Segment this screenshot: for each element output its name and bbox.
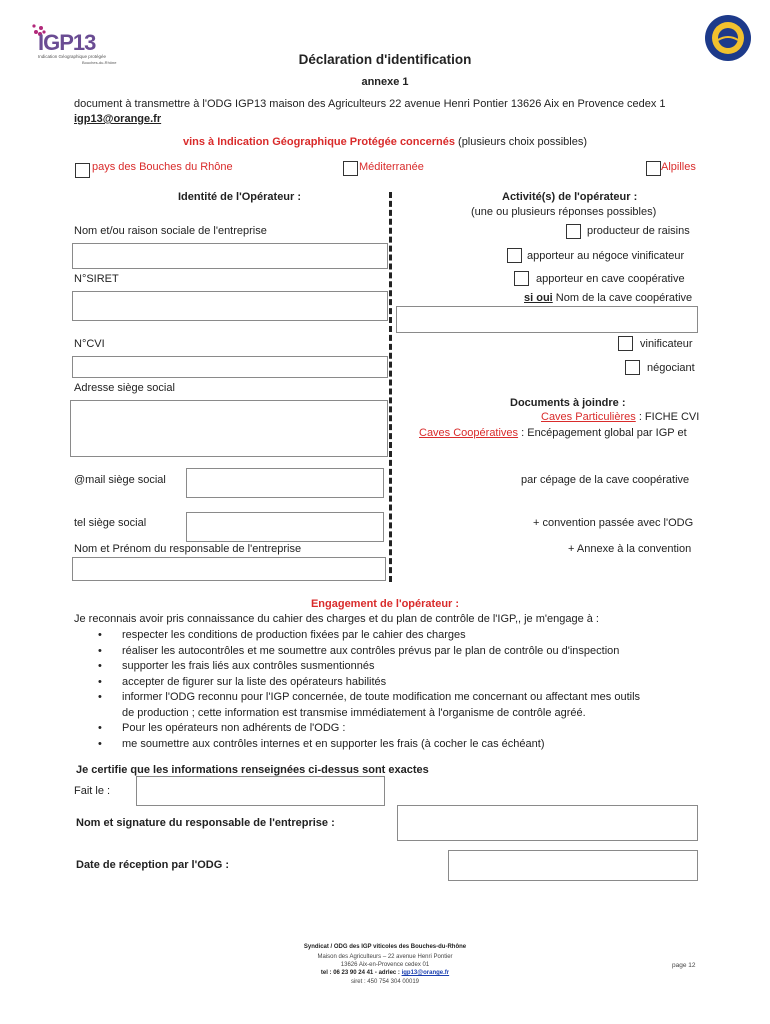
fiche-cvi-text: : FICHE CVI — [635, 411, 700, 423]
fait-le-input[interactable] — [136, 776, 385, 806]
footer-line-3: 13626 Aix-en-Provence cedex 01 — [340, 962, 430, 968]
footer-line-5: siret : 450 754 304 00019 — [350, 979, 420, 985]
list-item: • accepter de figurer sur la liste des opérateurs habilités — [98, 675, 387, 688]
cave-nom-input[interactable] — [396, 306, 698, 333]
page-subtitle: annexe 1 — [361, 76, 409, 88]
siret-input[interactable] — [72, 291, 388, 321]
checkbox-vinificateur[interactable] — [618, 336, 633, 351]
checkbox-cave-cooperative[interactable] — [514, 271, 529, 286]
doc-convention: + convention passée avec l'ODG — [533, 517, 694, 529]
list-item: • réaliser les autocontrôles et me soumettre aux contrôles prévus par le plan de contrôle ou d'inspection — [98, 644, 620, 657]
cvi-input[interactable] — [72, 356, 388, 378]
checkbox-alpilles[interactable] — [646, 161, 661, 176]
footer-line-1: Syndicat / ODG des IGP viticoles des Bouches-du-Rhône — [303, 944, 467, 950]
list-item: • informer l'ODG reconnu pour l'IGP concernée, de toute modification me concernant ou affectant mes outils — [98, 691, 641, 703]
engagement-heading: Engagement de l'opérateur : — [310, 598, 460, 610]
reception-input[interactable] — [448, 850, 698, 881]
caves-particulieres-link[interactable]: Caves Particulières — [541, 411, 636, 423]
logo-text: IGP13 — [38, 30, 96, 55]
checkbox-negoce[interactable] — [507, 248, 522, 263]
siret-label: N°SIRET — [74, 273, 119, 285]
checkbox-mediterranee[interactable] — [343, 161, 358, 176]
zone-mediterranee-label: Méditerranée — [359, 161, 424, 173]
footer-tel: tel : 06 23 90 24 41 - adrlec : — [320, 970, 402, 976]
zone-alpilles-label: Alpilles — [661, 161, 696, 173]
list-item: • respecter les conditions de production fixées par le cahier des charges — [98, 629, 466, 641]
activite-subheading: (une ou plusieurs réponses possibles) — [471, 206, 657, 218]
encepagement-text: : Encépagement global par IGP et — [518, 427, 687, 439]
page-number: page 12 — [672, 962, 696, 969]
intro-email[interactable]: igp13@orange.fr — [74, 113, 162, 125]
si-oui-label: si oui — [524, 292, 553, 304]
signature-label: Nom et signature du responsable de l'entreprise : — [76, 817, 335, 829]
checkbox-negociant[interactable] — [625, 360, 640, 375]
nom-label: Nom et/ou raison sociale de l'entreprise — [74, 225, 267, 237]
list-item: de production ; cette information est transmise immédiatement à l'organisme de contrôle agréé. — [122, 706, 586, 719]
si-oui-line — [524, 292, 692, 304]
caves-cooperatives-link[interactable]: Caves Coopératives — [419, 427, 519, 439]
vins-note: (plusieurs choix possibles) — [454, 136, 588, 148]
checkbox-producteur[interactable] — [566, 224, 581, 239]
footer-email-link[interactable]: igp13@orange.fr — [401, 970, 450, 976]
signature-input[interactable] — [397, 805, 698, 841]
list-item: • supporter les frais liés aux contrôles susmentionnés — [98, 660, 375, 672]
negoce-label: apporteur au négoce vinificateur — [527, 250, 685, 262]
tel-label: tel siège social — [74, 517, 147, 529]
fait-le-label: Fait le : — [74, 785, 111, 797]
vins-line — [0, 136, 770, 148]
engagement-intro: Je reconnais avoir pris connaissance du cahier des charges et du plan de contrôle de l'IGP,, je m'engage à : — [74, 613, 599, 625]
mail-label: @mail siège social — [74, 474, 166, 486]
certify-text: Je certifie que les informations renseignées ci-dessus sont exactes — [76, 764, 429, 776]
intro-text: document à transmettre à l'ODG IGP13 maison des Agriculteurs 22 avenue Henri Pontier 13626 Aix en Provence cedex 1 — [74, 98, 666, 110]
zone-bouches-du-rhone-label: pays des Bouches du Rhône — [92, 161, 233, 173]
page-title: Déclaration d'identification — [298, 52, 472, 67]
doc-caves-particulieres — [541, 411, 699, 423]
mail-input[interactable] — [186, 468, 384, 498]
activite-heading: Activité(s) de l'opérateur : — [502, 191, 638, 203]
vins-label: vins à Indication Géographique Protégée concernés — [182, 136, 455, 148]
cave-cooperative-label: apporteur en cave coopérative — [536, 273, 685, 285]
checkbox-bouches-du-rhone[interactable] — [75, 163, 90, 178]
identite-heading: Identité de l'Opérateur : — [178, 191, 302, 203]
logo-sub: Bouches-du-Rhône — [82, 60, 117, 65]
resp-input[interactable] — [72, 557, 386, 581]
documents-heading: Documents à joindre : — [510, 397, 626, 409]
logo-tagline: Indication Géographique protégée — [38, 54, 107, 59]
cave-nom-label: Nom de la cave coopérative — [552, 292, 693, 304]
tel-input[interactable] — [186, 512, 384, 542]
adresse-input[interactable] — [70, 400, 388, 457]
list-item: • me soumettre aux contrôles internes et en supporter les frais (à cocher le cas échéant) — [98, 737, 545, 750]
adresse-label: Adresse siège social — [74, 382, 175, 394]
doc-cepage: par cépage de la cave coopérative — [521, 474, 690, 486]
producteur-label: producteur de raisins — [587, 225, 690, 237]
doc-annexe: + Annexe à la convention — [568, 543, 692, 555]
cvi-label: N°CVI — [74, 338, 105, 350]
resp-label: Nom et Prénom du responsable de l'entreprise — [74, 543, 302, 555]
footer-line-4 — [0, 970, 770, 978]
engagement-list — [90, 628, 710, 752]
list-item: • Pour les opérateurs non adhérents de l'ODG : — [98, 722, 346, 734]
reception-label: Date de réception par l'ODG : — [76, 859, 229, 871]
negociant-label: négociant — [647, 362, 695, 374]
footer-line-2: Maison des Agriculteurs – 22 avenue Henri Pontier — [317, 954, 453, 960]
column-divider — [389, 192, 392, 582]
nom-input[interactable] — [72, 243, 388, 269]
doc-caves-cooperatives — [419, 427, 687, 439]
vinificateur-label: vinificateur — [640, 338, 693, 350]
